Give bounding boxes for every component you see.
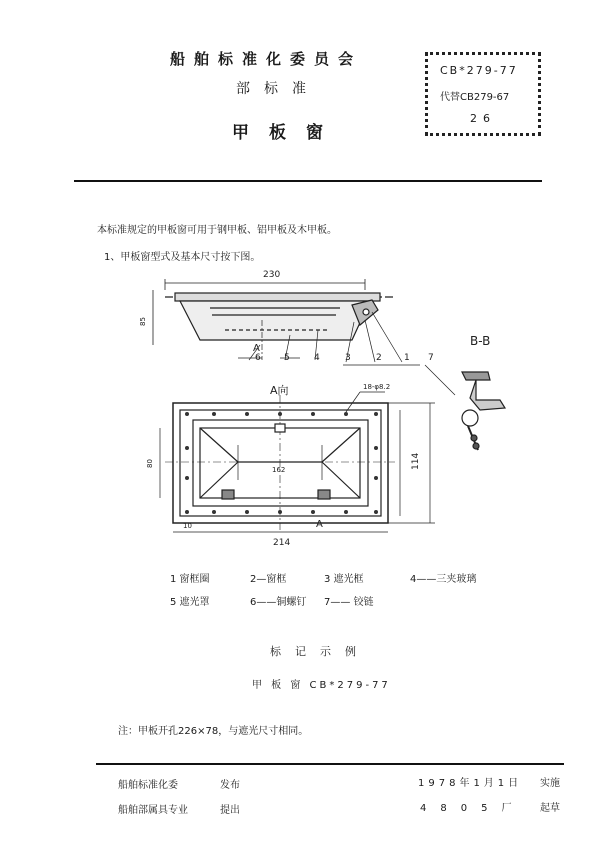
legend-item-6: 6——铜螺钉 xyxy=(250,597,307,608)
drafting-action: 起草 xyxy=(540,803,560,814)
legend-item-2: 2—窗框 xyxy=(250,574,287,585)
legend-item-3: 3 遮光框 xyxy=(324,574,364,585)
replaces-code: 代替CB279-67 xyxy=(440,92,510,103)
legend-item-4: 4——三夹玻璃 xyxy=(410,574,477,585)
marking-example-line: 甲 板 窗 CB*279-77 xyxy=(252,680,391,691)
dim-small: 80 xyxy=(146,459,154,468)
dim-right: 114 xyxy=(411,452,421,470)
dim-holes: 18-φ8.2 xyxy=(363,383,391,391)
standard-level: 部标准 xyxy=(236,81,320,97)
part-6: 6 xyxy=(255,353,261,363)
legend-item-7: 7—— 铰链 xyxy=(324,597,374,608)
effective-action: 实施 xyxy=(540,778,560,789)
part-7: 7 xyxy=(428,353,434,363)
dim-top: 230 xyxy=(263,270,281,280)
issuer-action: 发布 xyxy=(220,780,240,791)
part-1: 1 xyxy=(404,353,410,363)
drafting-factory: 4805厂 xyxy=(420,803,526,814)
marker-a1: A xyxy=(316,519,323,530)
part-2: 2 xyxy=(376,353,382,363)
committee-title: 船舶标准化委员会 xyxy=(170,50,363,68)
page-number: 26 xyxy=(470,112,496,125)
marking-example-heading: 标记示例 xyxy=(270,645,370,658)
dim-side: 85 xyxy=(139,317,147,326)
clause-1: 1、甲板窗型式及基本尺寸按下图。 xyxy=(104,252,261,263)
proposer-label: 船舶部属具专业 xyxy=(118,805,188,816)
part-3: 3 xyxy=(345,353,351,363)
plan-view xyxy=(160,392,435,532)
section-bb-label: B-B xyxy=(470,334,491,348)
note: 注：甲板开孔226×78，与遮光尺寸相同。 xyxy=(118,726,309,737)
standard-code: CB*279-77 xyxy=(440,64,518,77)
view-a-label: A向 xyxy=(270,384,289,397)
dim-left: 10 xyxy=(183,522,192,530)
proposer-action: 提出 xyxy=(220,805,240,816)
issuer-label: 船舶标准化委 xyxy=(118,780,178,791)
section-b-detail xyxy=(462,372,505,450)
dim-bottom: 214 xyxy=(273,538,291,548)
marker-a: A xyxy=(253,343,260,354)
scope-paragraph: 本标准规定的甲板窗可用于钢甲板、铝甲板及木甲板。 xyxy=(97,225,337,236)
part-4: 4 xyxy=(314,353,320,363)
part-5: 5 xyxy=(284,353,290,363)
legend-item-5: 5 遮光罩 xyxy=(170,597,210,608)
document-title: 甲板窗 xyxy=(232,123,343,143)
legend-item-1: 1 窗框圈 xyxy=(170,574,210,585)
dim-inner: 162 xyxy=(272,466,286,474)
effective-date: 1978年1月1日 xyxy=(418,778,523,789)
side-section-view xyxy=(153,279,455,395)
footer-rule xyxy=(96,763,564,765)
